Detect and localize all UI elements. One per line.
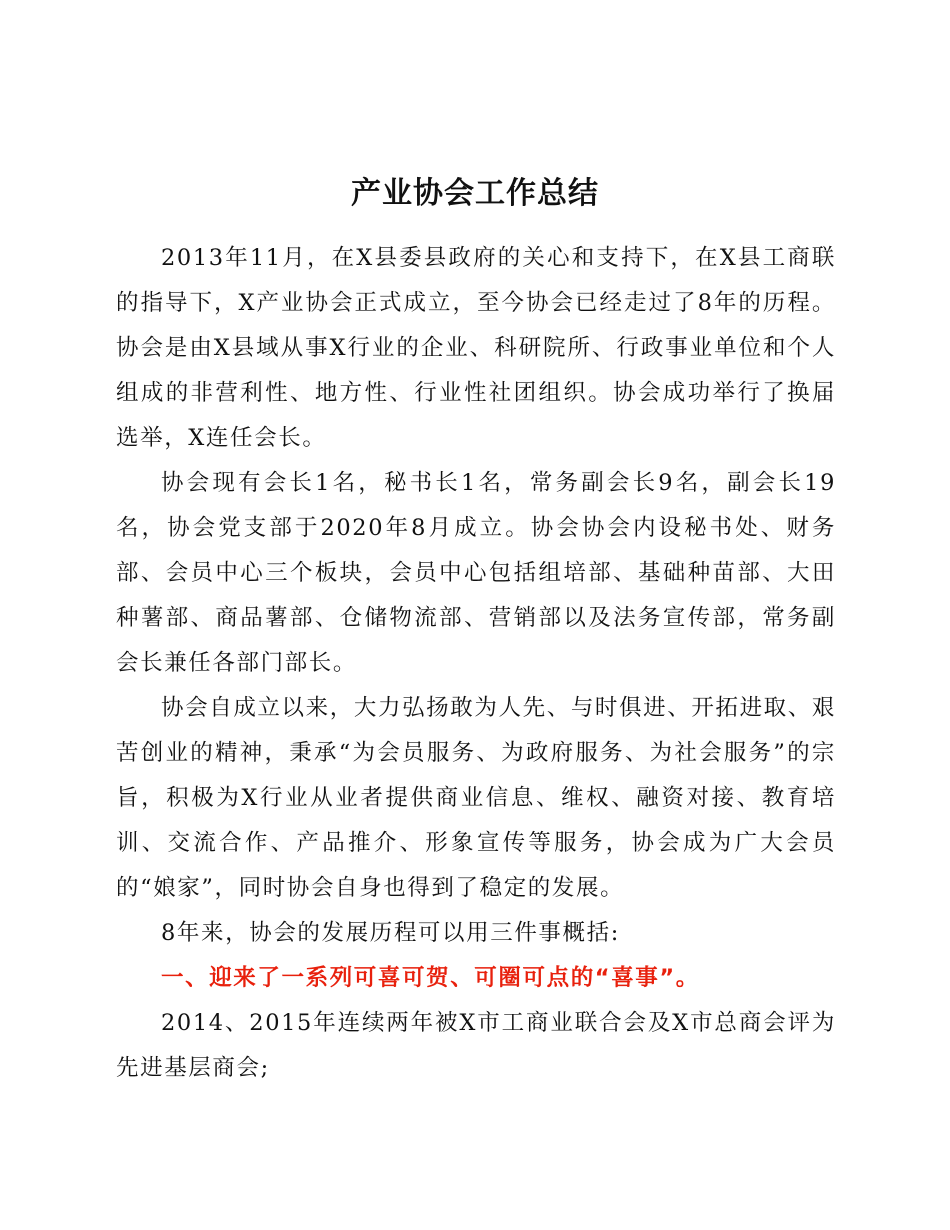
section-heading: 一、迎来了一系列可喜可贺、可圈可点的“喜事”。: [161, 965, 700, 991]
paragraph-founding: 2013年11月，在X县委县政府的关心和支持下，在X县工商联的指导下，X产业协会正式成立，至今协会已经走过了8年的历程。协会是由X县域从事X行业的企业、科研院所、行政事业单位和个人组成的非营利性、地方性、行业性社团组织。协会成功举行了换届选举，X连任会长。: [116, 245, 836, 451]
document-body: [116, 236, 836, 1091]
paragraph-awards: 2014、2015年连续两年被X市工商业联合会及X市总商会评为先进基层商会;: [116, 1010, 836, 1081]
paragraph-structure: 协会现有会长1名，秘书长1名，常务副会长9名，副会长19名，协会党支部于2020年8月成立。协会协会内设秘书处、财务部、会员中心三个板块，会员中心包括组培部、基础种苗部、大田种薯部、商品薯部、仓储物流部、营销部以及法务宣传部，常务副会长兼任各部门部长。: [116, 470, 836, 676]
paragraph-summary-intro: 8年来，协会的发展历程可以用三件事概括:: [161, 920, 620, 946]
document-title: 产业协会工作总结: [351, 176, 599, 211]
paragraph-mission: 协会自成立以来，大力弘扬敢为人先、与时俱进、开拓进取、艰苦创业的精神，秉承“为会员服务、为政府服务、为社会服务”的宗旨，积极为X行业从业者提供商业信息、维权、融资对接、教育培训、交流合作、产品推介、形象宣传等服务，协会成为广大会员的“娘家”，同时协会自身也得到了稳定的发展。: [116, 695, 836, 901]
